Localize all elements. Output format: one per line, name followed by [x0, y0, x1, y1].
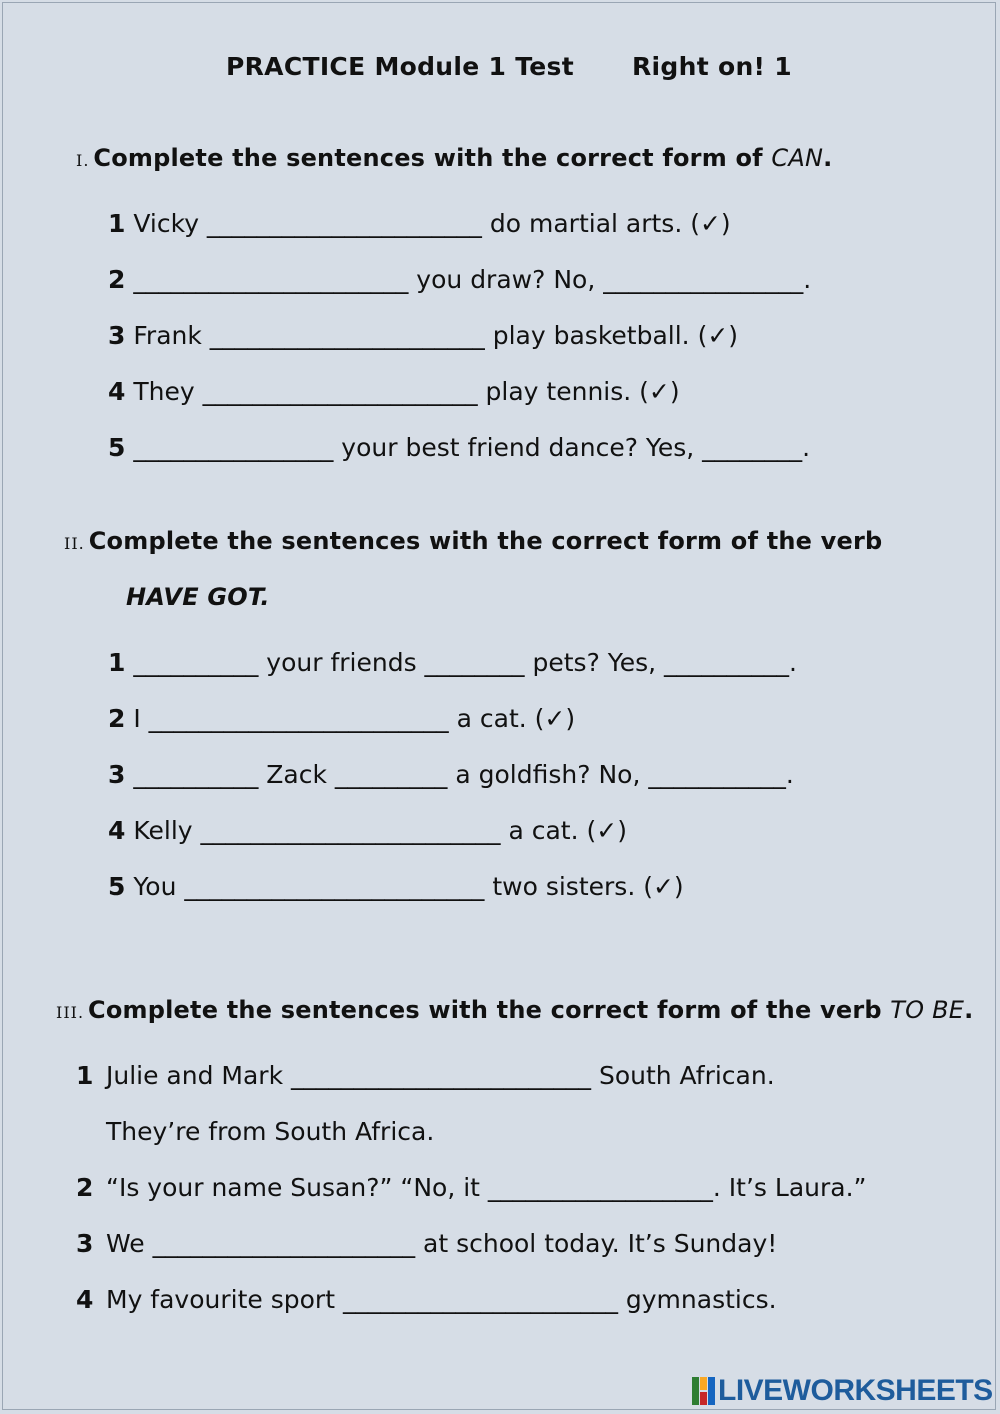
s2-item-5: [108, 872, 684, 901]
item-text[interactable]: I ________________________ a cat. (✓): [133, 704, 576, 733]
item-number: 4: [108, 816, 126, 845]
section-3-heading: [56, 996, 973, 1024]
s1-item-2: [108, 265, 811, 294]
s1-item-4: [108, 377, 680, 406]
section-1-roman: I.: [76, 151, 90, 170]
item-number: 4: [108, 377, 126, 406]
item-number: 1: [108, 648, 126, 677]
item-text[interactable]: __________ Zack _________ a goldfish? No, ___________.: [133, 760, 794, 789]
section-1-keyword: CAN: [771, 144, 824, 172]
section-2-heading: [64, 527, 882, 555]
section-3-roman: III.: [56, 1003, 85, 1022]
item-number: 4: [76, 1285, 94, 1314]
s2-item-1: [108, 648, 797, 677]
item-text[interactable]: “Is your name Susan?” “No, it __________________. It’s Laura.”: [106, 1173, 867, 1202]
s2-item-4: [108, 816, 627, 845]
section-2-roman: II.: [64, 534, 85, 553]
section-1-instruction: Complete the sentences with the correct form of: [93, 144, 763, 172]
section-3-keyword: TO BE: [890, 996, 965, 1024]
section-2-keyword-line: [126, 583, 270, 611]
item-text[interactable]: Vicky ______________________ do martial arts. (✓): [133, 209, 731, 238]
s1-item-1: [108, 209, 731, 238]
s3-item-3: [76, 1229, 777, 1258]
liveworksheets-logo: [692, 1374, 993, 1408]
item-number: 3: [76, 1229, 94, 1258]
item-text[interactable]: We _____________________ at school today. It’s Sunday!: [106, 1229, 778, 1258]
item-number: 2: [76, 1173, 94, 1202]
logo-text: LIVEWORKSHEETS: [718, 1374, 993, 1407]
title-left: PRACTICE Module 1 Test: [226, 52, 574, 81]
item-text[interactable]: Frank ______________________ play basketball. (✓): [133, 321, 739, 350]
title-right: Right on! 1: [632, 52, 792, 81]
section-3-end: .: [964, 996, 974, 1024]
s3-item-2: [76, 1173, 867, 1202]
section-3-instruction: Complete the sentences with the correct form of the verb: [88, 996, 882, 1024]
item-text[interactable]: You ________________________ two sisters. (✓): [133, 872, 684, 901]
item-text: They’re from South Africa.: [106, 1117, 435, 1146]
item-text[interactable]: ________________ your best friend dance? Yes, ________.: [133, 433, 811, 462]
item-number: 2: [108, 704, 126, 733]
s3-item-1: [76, 1061, 775, 1090]
item-text[interactable]: Kelly ________________________ a cat. (✓): [133, 816, 627, 845]
item-text[interactable]: Julie and Mark ________________________ South African.: [106, 1061, 775, 1090]
item-number: 3: [108, 321, 126, 350]
item-text[interactable]: ______________________ you draw? No, ________________.: [133, 265, 812, 294]
item-number: 5: [108, 433, 126, 462]
s3-item-1-continued: [76, 1117, 434, 1146]
item-text[interactable]: __________ your friends ________ pets? Yes, __________.: [133, 648, 797, 677]
item-number: 2: [108, 265, 126, 294]
item-number: 3: [108, 760, 126, 789]
section-1-end: .: [823, 144, 833, 172]
item-text[interactable]: My favourite sport ______________________ gymnastics.: [106, 1285, 777, 1314]
item-number: 1: [76, 1061, 94, 1090]
item-number: 1: [108, 209, 126, 238]
section-1-heading: [76, 144, 832, 172]
s1-item-5: [108, 433, 810, 462]
item-number: 5: [108, 872, 126, 901]
s2-item-3: [108, 760, 794, 789]
s2-item-2: [108, 704, 575, 733]
section-2-instruction: Complete the sentences with the correct form of the verb: [88, 527, 883, 555]
section-2-keyword: HAVE GOT.: [126, 583, 270, 611]
s1-item-3: [108, 321, 738, 350]
item-text[interactable]: They ______________________ play tennis. (✓): [133, 377, 680, 406]
s3-item-4: [76, 1285, 777, 1314]
liveworksheets-logo-icon: [692, 1377, 716, 1405]
